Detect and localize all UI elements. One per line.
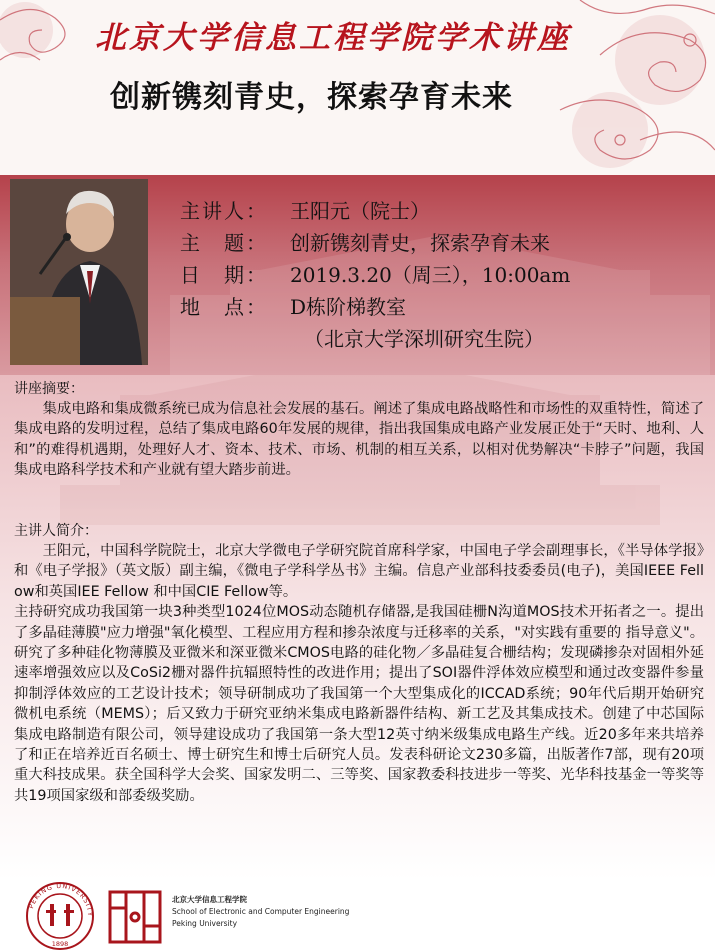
speaker-portrait-icon: [10, 179, 148, 365]
school-info: [172, 894, 472, 930]
place-value: D栋阶梯教室: [290, 295, 407, 319]
school-name-en: School of Electronic and Computer Engineering: [172, 907, 350, 916]
topic-label: 主 题：: [180, 231, 268, 255]
header-title: 北京大学信息工程学院学术讲座: [95, 20, 571, 56]
school-name-cn: 北京大学信息工程学院: [172, 895, 247, 904]
lecture-headline: 创新镌刻青史，探索孕育未来: [110, 80, 513, 115]
poster-header: [0, 0, 715, 175]
school-logo-icon: [104, 886, 166, 948]
date-row: [180, 259, 700, 291]
speaker-row: [180, 195, 700, 227]
seal-text: PEKING UNIVERSITY: [27, 881, 95, 918]
university-name-en: Peking University: [172, 919, 238, 928]
speaker-label: 主讲人：: [180, 199, 268, 223]
date-value: 2019.3.20（周三），10:00am: [290, 263, 571, 287]
place-row: [180, 291, 700, 323]
poster-footer: [0, 880, 715, 952]
date-label: 日 期：: [180, 263, 268, 287]
bio-section: [14, 521, 704, 806]
pku-seal-icon: [20, 880, 100, 952]
svg-text:PEKING UNIVERSITY: [27, 882, 94, 917]
abstract-heading: 讲座摘要：: [14, 381, 84, 397]
place-label: 地 点：: [180, 295, 268, 319]
lecture-details: [0, 375, 715, 880]
abstract-section: [14, 379, 704, 481]
lecture-info: [180, 195, 700, 355]
bio-paragraph-2: 主持研究成功我国第一块3种类型1024位MOS动态随机存储器,是我国硅栅N沟道MOS技术开拓者之一。提出了多晶硅薄膜"应力增强"氧化模型、工程应用方程和掺杂浓度与迁移率的关系，"对实践有重要的 指导意义"。研究了多种硅化物薄膜及亚微米和深亚微米CMOS电路的硅化物／多晶硅复合栅结构；发现磷掺杂对固相外延速率增强效应以及CoSi2栅对器件抗辐照特性的改进作用；提出了SOI器件浮体效应模型和通过改变器件参量抑制浮体效应的工艺设计技术；领导研制成功了我国第一个大型集成化的ICCAD系统；90年代后期开始研究微机电系统（MEMS）；后又致力于研究亚纳米集成电路新器件结构、新工艺及其集成技术。创建了中芯国际集成电路制造有限公司，领导建设成功了我国第一条大型12英寸纳米级集成电路生产线。近20多年来共培养了和正在培养近百名硕士、博士研究生和博士后研究人员。发表科研论文230多篇，出版著作7部，现有20项重大科技成果。获全国科学大会奖、国家发明二、三等奖、国家教委科技进步一等奖、光华科技基金一等奖等共19项国家级和部委级奖励。: [14, 604, 704, 804]
speaker-name: 王阳元（院士）: [290, 199, 430, 223]
bio-heading: 主讲人简介：: [14, 523, 98, 539]
seal-year: 1898: [51, 940, 69, 948]
topic-row: [180, 227, 700, 259]
abstract-text: 集成电路和集成微系统已成为信息社会发展的基石。阐述了集成电路战略性和市场性的双重特性，简述了集成电路的发明过程，总结了集成电路60年发展的规律，指出我国集成电路产业发展正处于“天时、地利、人和”的难得机遇期，处理好人才、资本、技术、市场、机制的相互关系，以相对优势解决“卡脖子”问题，我国集成电路科学技术和产业就有望大踏步前进。: [14, 401, 704, 479]
place-detail: （北京大学深圳研究生院）: [304, 327, 544, 351]
bio-paragraph-1: 王阳元，中国科学院院士，北京大学微电子学研究院首席科学家，中国电子学会副理事长，《半导体学报》和《电子学报》（英文版）副主编，《微电子学科学丛书》主编。信息产业部科技委委员(电子)，美国IEEE Fellow和英国IEE Fellow 和中国CIE Fellow等。: [14, 543, 704, 600]
speaker-photo: [10, 179, 148, 365]
place-detail-row: [180, 323, 700, 355]
topic-value: 创新镌刻青史，探索孕育未来: [290, 231, 550, 255]
lecture-info-band: [0, 175, 715, 375]
